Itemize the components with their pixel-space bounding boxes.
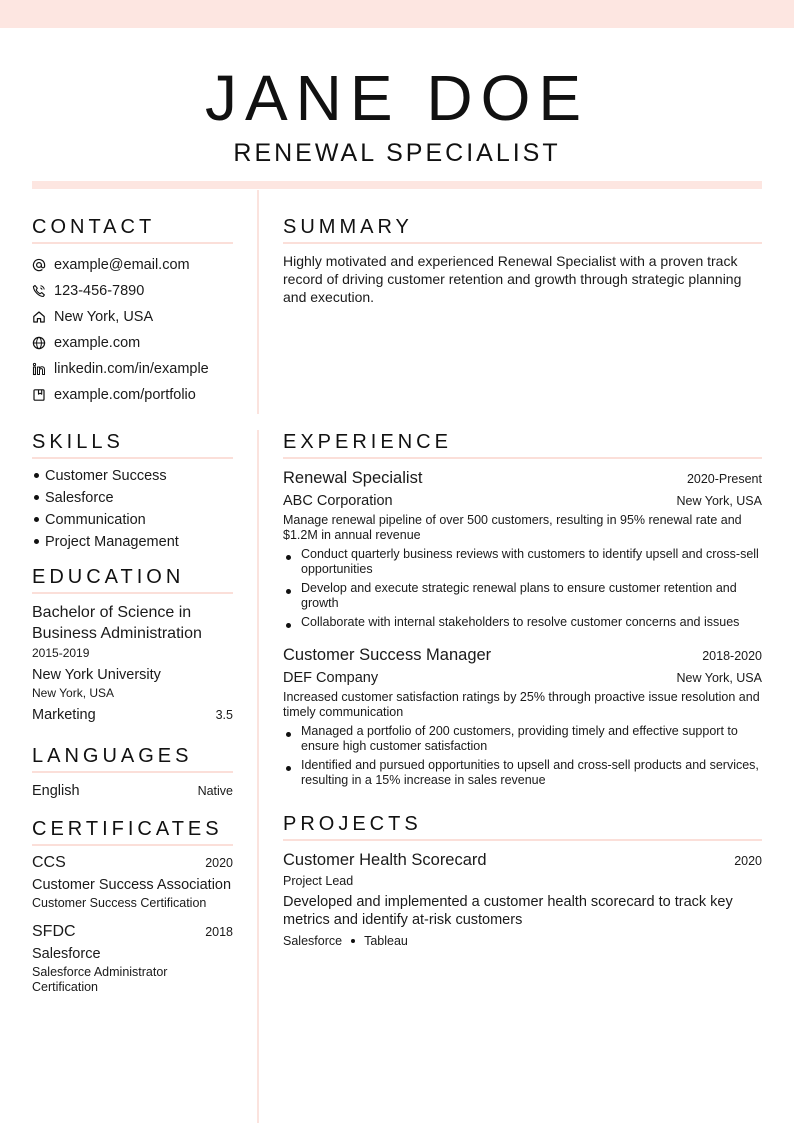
contact-website-text: example.com: [54, 335, 141, 351]
phone-icon: [32, 284, 46, 298]
certificate-desc: Customer Success Certification: [32, 896, 207, 910]
experience-dates: 2018-2020: [702, 649, 762, 663]
skill-item: Communication: [32, 509, 233, 531]
education-section: [32, 564, 233, 725]
list-item: Collaborate with internal stakeholders to resolve customer concerns and issues: [283, 615, 762, 630]
project-item: [283, 849, 762, 949]
candidate-title: RENEWAL SPECIALIST: [233, 139, 561, 167]
project-desc: Developed and implemented a customer health scorecard to track key metrics and identify at-risk customers: [283, 894, 733, 928]
certificate-org: Salesforce: [32, 946, 101, 962]
education-years: 2015-2019: [32, 646, 90, 660]
languages-heading: LANGUAGES: [32, 743, 233, 773]
top-accent-bar: [0, 0, 794, 28]
contact-phone[interactable]: [32, 278, 233, 304]
project-tags: [283, 933, 762, 949]
experience-dates: 2020-Present: [686, 472, 762, 486]
experience-section: [283, 429, 762, 792]
language-row: [32, 781, 233, 801]
projects-section: [283, 811, 762, 949]
experience-heading: EXPERIENCE: [283, 429, 762, 459]
summary-section: [283, 214, 762, 306]
experience-location: New York, USA: [676, 671, 762, 685]
list-item: Identified and pursued opportunities to upsell and cross-sell products and services, resulting in a 15% increase in sales revenue: [283, 758, 762, 788]
experience-desc: Increased customer satisfaction ratings by 25% through proactive issue resolution and timely communication: [283, 690, 760, 719]
header-divider: [32, 181, 762, 189]
list-item: Conduct quarterly business reviews with customers to identify upsell and cross-sell opportunities: [283, 547, 762, 577]
home-icon: [32, 310, 46, 324]
at-icon: [32, 258, 46, 272]
certificate-year: 2018: [205, 925, 233, 939]
project-year: 2020: [734, 854, 762, 868]
linkedin-icon: [32, 362, 46, 376]
portfolio-icon: [32, 388, 46, 402]
experience-role: Renewal Specialist: [283, 469, 423, 487]
certificate-name: CCS: [32, 854, 66, 871]
education-school: New York University: [32, 667, 161, 683]
contact-location: [32, 304, 233, 330]
project-tag: Salesforce: [283, 934, 343, 948]
education-field-row: [32, 705, 233, 725]
certificate-item: [32, 921, 233, 995]
experience-company: ABC Corporation: [283, 493, 393, 509]
skill-item: Salesforce: [32, 487, 233, 509]
project-role: Project Lead: [283, 874, 354, 888]
list-item: Managed a portfolio of 200 customers, providing timely and effective support to ensure high customer satisfaction: [283, 724, 762, 754]
contact-heading: CONTACT: [32, 214, 233, 244]
contact-location-text: New York, USA: [54, 309, 154, 325]
tag-separator: [351, 939, 355, 943]
certificate-desc: Salesforce Administrator Certification: [32, 965, 168, 994]
skill-item: Customer Success: [32, 465, 233, 487]
project-name: Customer Health Scorecard: [283, 851, 487, 869]
contact-portfolio[interactable]: [32, 382, 233, 408]
summary-text: Highly motivated and experienced Renewal Specialist with a proven track record of driving customer retention and growth through strategic planning and execution.: [283, 253, 742, 305]
certificate-year: 2020: [205, 856, 233, 870]
education-heading: EDUCATION: [32, 564, 233, 594]
experience-location: New York, USA: [676, 494, 762, 508]
column-divider-top: [257, 190, 259, 414]
experience-role: Customer Success Manager: [283, 646, 492, 664]
certificate-item: [32, 852, 233, 911]
experience-item: [283, 467, 762, 630]
experience-desc: Manage renewal pipeline of over 500 customers, resulting in 95% renewal rate and $1.2M in annual revenue: [283, 513, 742, 542]
column-divider-bottom: [257, 430, 259, 1123]
experience-bullets: [283, 547, 762, 630]
certificates-section: [32, 816, 233, 995]
education-gpa: 3.5: [215, 708, 233, 722]
skill-item: Project Management: [32, 531, 233, 553]
contact-email[interactable]: [32, 252, 233, 278]
project-tag: Tableau: [364, 934, 408, 948]
education-field: Marketing: [32, 707, 96, 723]
skills-heading: SKILLS: [32, 429, 233, 459]
contact-linkedin-text: linkedin.com/in/example: [54, 361, 209, 377]
list-item: Develop and execute strategic renewal plans to ensure customer retention and growth: [283, 581, 762, 611]
experience-item: [283, 644, 762, 788]
projects-heading: PROJECTS: [283, 811, 762, 841]
contact-portfolio-text: example.com/portfolio: [54, 387, 196, 403]
globe-icon: [32, 336, 46, 350]
languages-section: [32, 743, 233, 801]
contact-phone-text: 123-456-7890: [54, 283, 145, 299]
certificates-heading: CERTIFICATES: [32, 816, 233, 846]
experience-company: DEF Company: [283, 670, 379, 686]
certificate-org: Customer Success Association: [32, 877, 232, 893]
contact-section: [32, 214, 233, 408]
contact-email-text: example@email.com: [54, 257, 190, 273]
candidate-name: JANE DOE: [204, 62, 590, 134]
certificate-name: SFDC: [32, 923, 76, 940]
contact-website[interactable]: [32, 330, 233, 356]
skills-section: [32, 429, 233, 553]
education-degree: Bachelor of Science in Business Administration: [32, 604, 202, 642]
language-name: English: [32, 783, 80, 799]
language-level: Native: [197, 784, 233, 798]
education-location: New York, USA: [32, 686, 115, 700]
summary-heading: SUMMARY: [283, 214, 762, 244]
experience-bullets: [283, 724, 762, 788]
contact-linkedin[interactable]: [32, 356, 233, 382]
